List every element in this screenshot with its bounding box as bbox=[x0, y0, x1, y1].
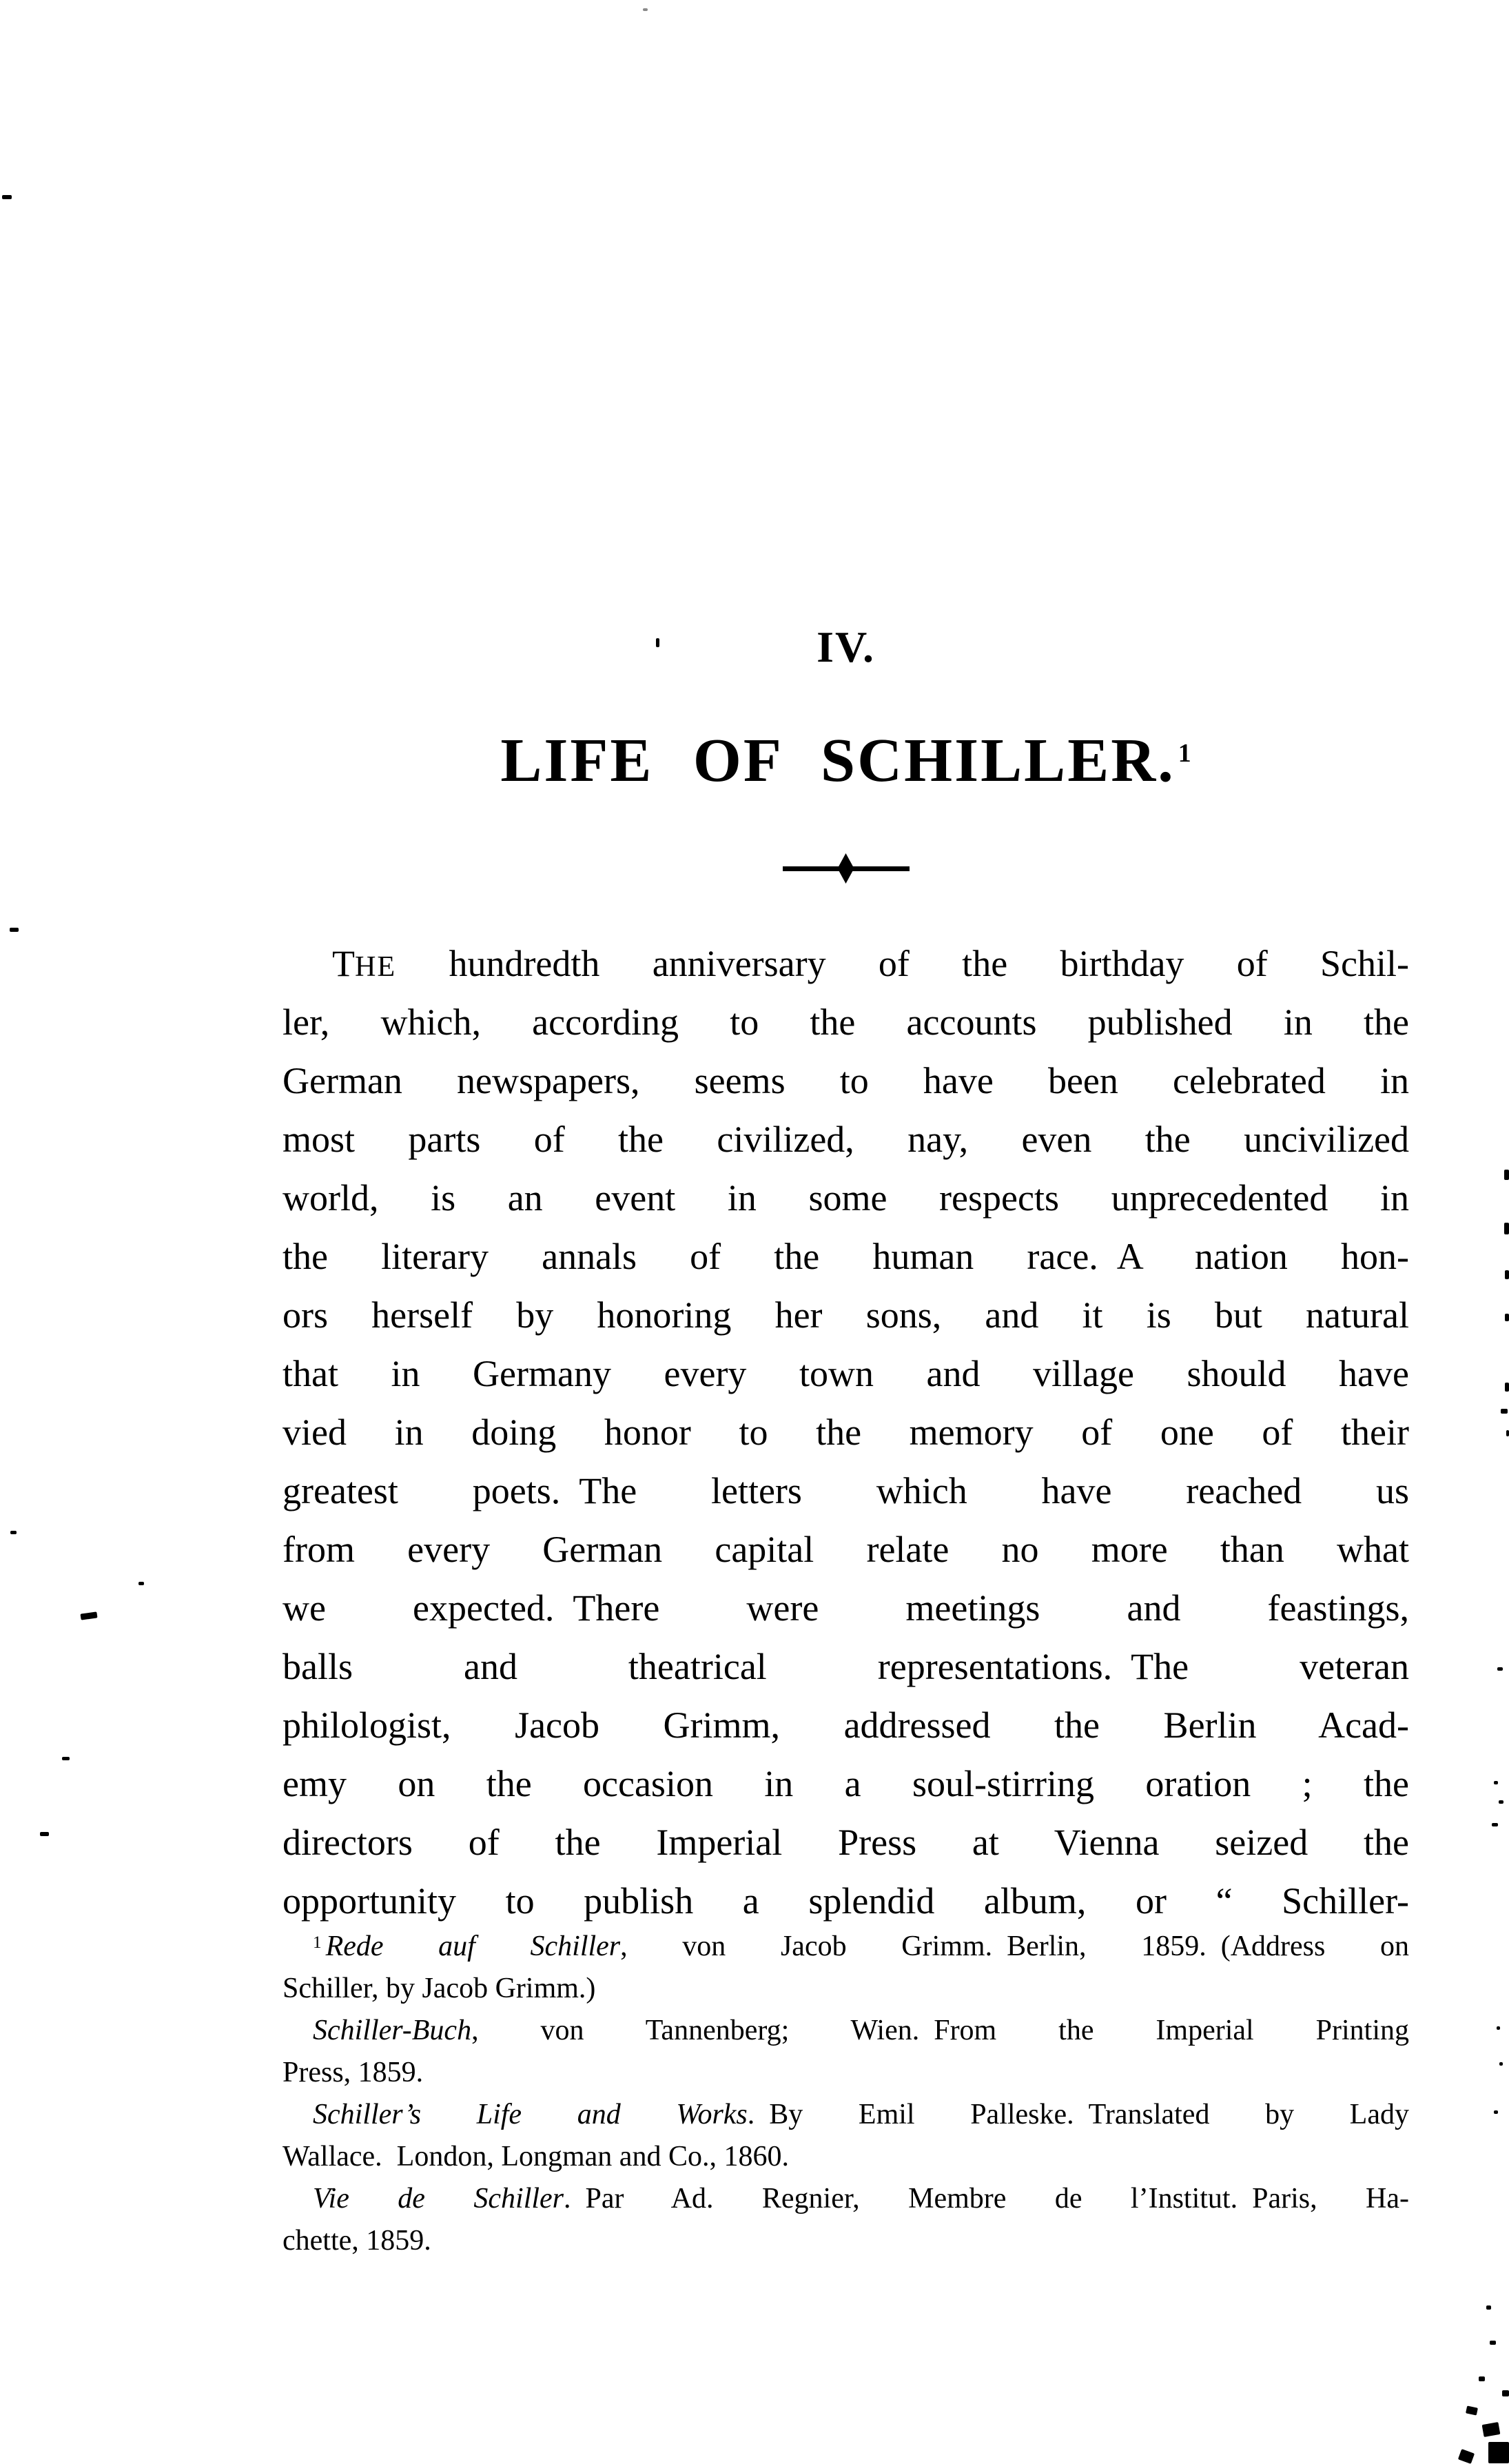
scan-artifact bbox=[1499, 2062, 1503, 2066]
scan-artifact bbox=[1501, 1409, 1508, 1414]
scan-artifact bbox=[1458, 2449, 1475, 2464]
footnote-work-title: Schiller’s Life and Works bbox=[313, 2099, 748, 2130]
body-line: from every German capital relate no more than what bbox=[283, 1529, 1409, 1570]
title-footnote-marker: 1 bbox=[1178, 738, 1191, 768]
footnote-text: , von Tannenberg; Wien. From the Imperial Printing bbox=[471, 2015, 1409, 2046]
footnote-text: , von Jacob Grimm. Berlin, 1859. (Address on bbox=[620, 1931, 1409, 1962]
scan-artifact bbox=[40, 1832, 49, 1836]
scan-artifact bbox=[1499, 1800, 1503, 1804]
scan-artifact bbox=[1494, 2110, 1498, 2114]
body-line: most parts of the civilized, nay, even the uncivilized bbox=[283, 1119, 1409, 1160]
scan-artifact bbox=[643, 8, 648, 11]
page-title-text: LIFE OF SCHILLER. bbox=[500, 726, 1176, 795]
footnote-text: . Par Ad. Regnier, Membre de l’Institut. Paris, Ha- bbox=[564, 2183, 1409, 2214]
body-line: directors of the Imperial Press at Vienna seized the bbox=[283, 1822, 1409, 1863]
body-line: the literary annals of the human race. A nation hon- bbox=[283, 1236, 1409, 1277]
divider-diamond-icon bbox=[838, 853, 854, 884]
footnote-work-title: Schiller-Buch bbox=[313, 2015, 472, 2046]
body-line: greatest poets. The letters which have reached us bbox=[283, 1470, 1409, 1511]
scan-artifact bbox=[656, 638, 659, 647]
scan-artifact bbox=[1497, 2026, 1500, 2030]
body-line-text: hundredth anniversary of the birthday of Schil- bbox=[396, 943, 1409, 984]
footnote-work-title: Vie de Schiller bbox=[313, 2183, 564, 2214]
footnote-marker: 1 bbox=[313, 1933, 322, 1952]
divider-rule-right bbox=[852, 866, 910, 871]
footnote-line bbox=[283, 1926, 1409, 1968]
body-line: ler, which, according to the accounts published in the bbox=[283, 1001, 1409, 1043]
footnote-line bbox=[283, 2178, 1409, 2220]
scan-artifact bbox=[1492, 1823, 1498, 1826]
footnote-work-title: Rede auf Schiller bbox=[325, 1931, 621, 1962]
scan-artifact bbox=[1505, 1270, 1509, 1279]
scan-artifact bbox=[1502, 2390, 1509, 2396]
scan-artifact bbox=[1505, 1383, 1509, 1392]
scan-artifact bbox=[1482, 2422, 1501, 2437]
footnotes-section bbox=[283, 1926, 1409, 2262]
scan-artifact bbox=[1466, 2405, 1478, 2415]
footnote-line bbox=[283, 2010, 1409, 2052]
scan-artifact bbox=[1494, 1781, 1498, 1784]
small-caps: HE bbox=[355, 950, 397, 983]
text-block bbox=[283, 0, 1409, 2463]
body-line: balls and theatrical representations. The veteran bbox=[283, 1646, 1409, 1687]
chapter-number: IV. bbox=[817, 622, 875, 671]
scan-artifact bbox=[1504, 1170, 1509, 1180]
body-line: world, is an event in some respects unprecedented in bbox=[283, 1177, 1409, 1219]
scan-artifact bbox=[80, 1611, 97, 1620]
scan-artifact bbox=[2, 195, 12, 199]
body-line: vied in doing honor to the memory of one of their bbox=[283, 1412, 1409, 1453]
footnote-text: . By Emil Palleske. Translated by Lady bbox=[747, 2099, 1409, 2130]
footnote-line bbox=[283, 2094, 1409, 2136]
footnote-line: chette, 1859. bbox=[283, 2225, 431, 2257]
body-paragraph bbox=[283, 935, 1409, 1931]
scan-artifact bbox=[1479, 2376, 1485, 2381]
divider-rule-left bbox=[783, 866, 841, 871]
dropcap-lead: T bbox=[332, 943, 355, 984]
footnote-line: Schiller, by Jacob Grimm.) bbox=[283, 1973, 596, 2004]
scan-artifact bbox=[10, 928, 19, 932]
body-line: opportunity to publish a splendid album, or “ Schiller- bbox=[283, 1880, 1409, 1922]
scan-artifact bbox=[1497, 1667, 1503, 1671]
page-title bbox=[283, 725, 1409, 796]
scan-artifact bbox=[1486, 2305, 1491, 2310]
scan-artifact bbox=[1506, 1430, 1509, 1436]
body-line bbox=[283, 935, 1409, 993]
scan-artifact bbox=[1490, 2341, 1496, 2345]
body-line: emy on the occasion in a soul-stirring oration ; the bbox=[283, 1763, 1409, 1804]
body-line: we expected. There were meetings and feastings, bbox=[283, 1587, 1409, 1629]
scan-artifact bbox=[1505, 1314, 1509, 1321]
footnote-line: Wallace. London, Longman and Co., 1860. bbox=[283, 2141, 789, 2172]
body-line: that in Germany every town and village should have bbox=[283, 1353, 1409, 1394]
scan-artifact bbox=[138, 1582, 144, 1585]
body-line: philologist, Jacob Grimm, addressed the Berlin Acad- bbox=[283, 1704, 1409, 1746]
footnote-line: Press, 1859. bbox=[283, 2057, 424, 2088]
scan-artifact bbox=[10, 1531, 17, 1534]
body-line: German newspapers, seems to have been celebrated in bbox=[283, 1060, 1409, 1101]
scan-artifact bbox=[1488, 2442, 1509, 2463]
scan-artifact bbox=[1504, 1223, 1509, 1234]
section-divider-ornament bbox=[783, 853, 910, 884]
scan-artifact bbox=[62, 1757, 70, 1760]
body-line: ors herself by honoring her sons, and it is but natural bbox=[283, 1294, 1409, 1336]
